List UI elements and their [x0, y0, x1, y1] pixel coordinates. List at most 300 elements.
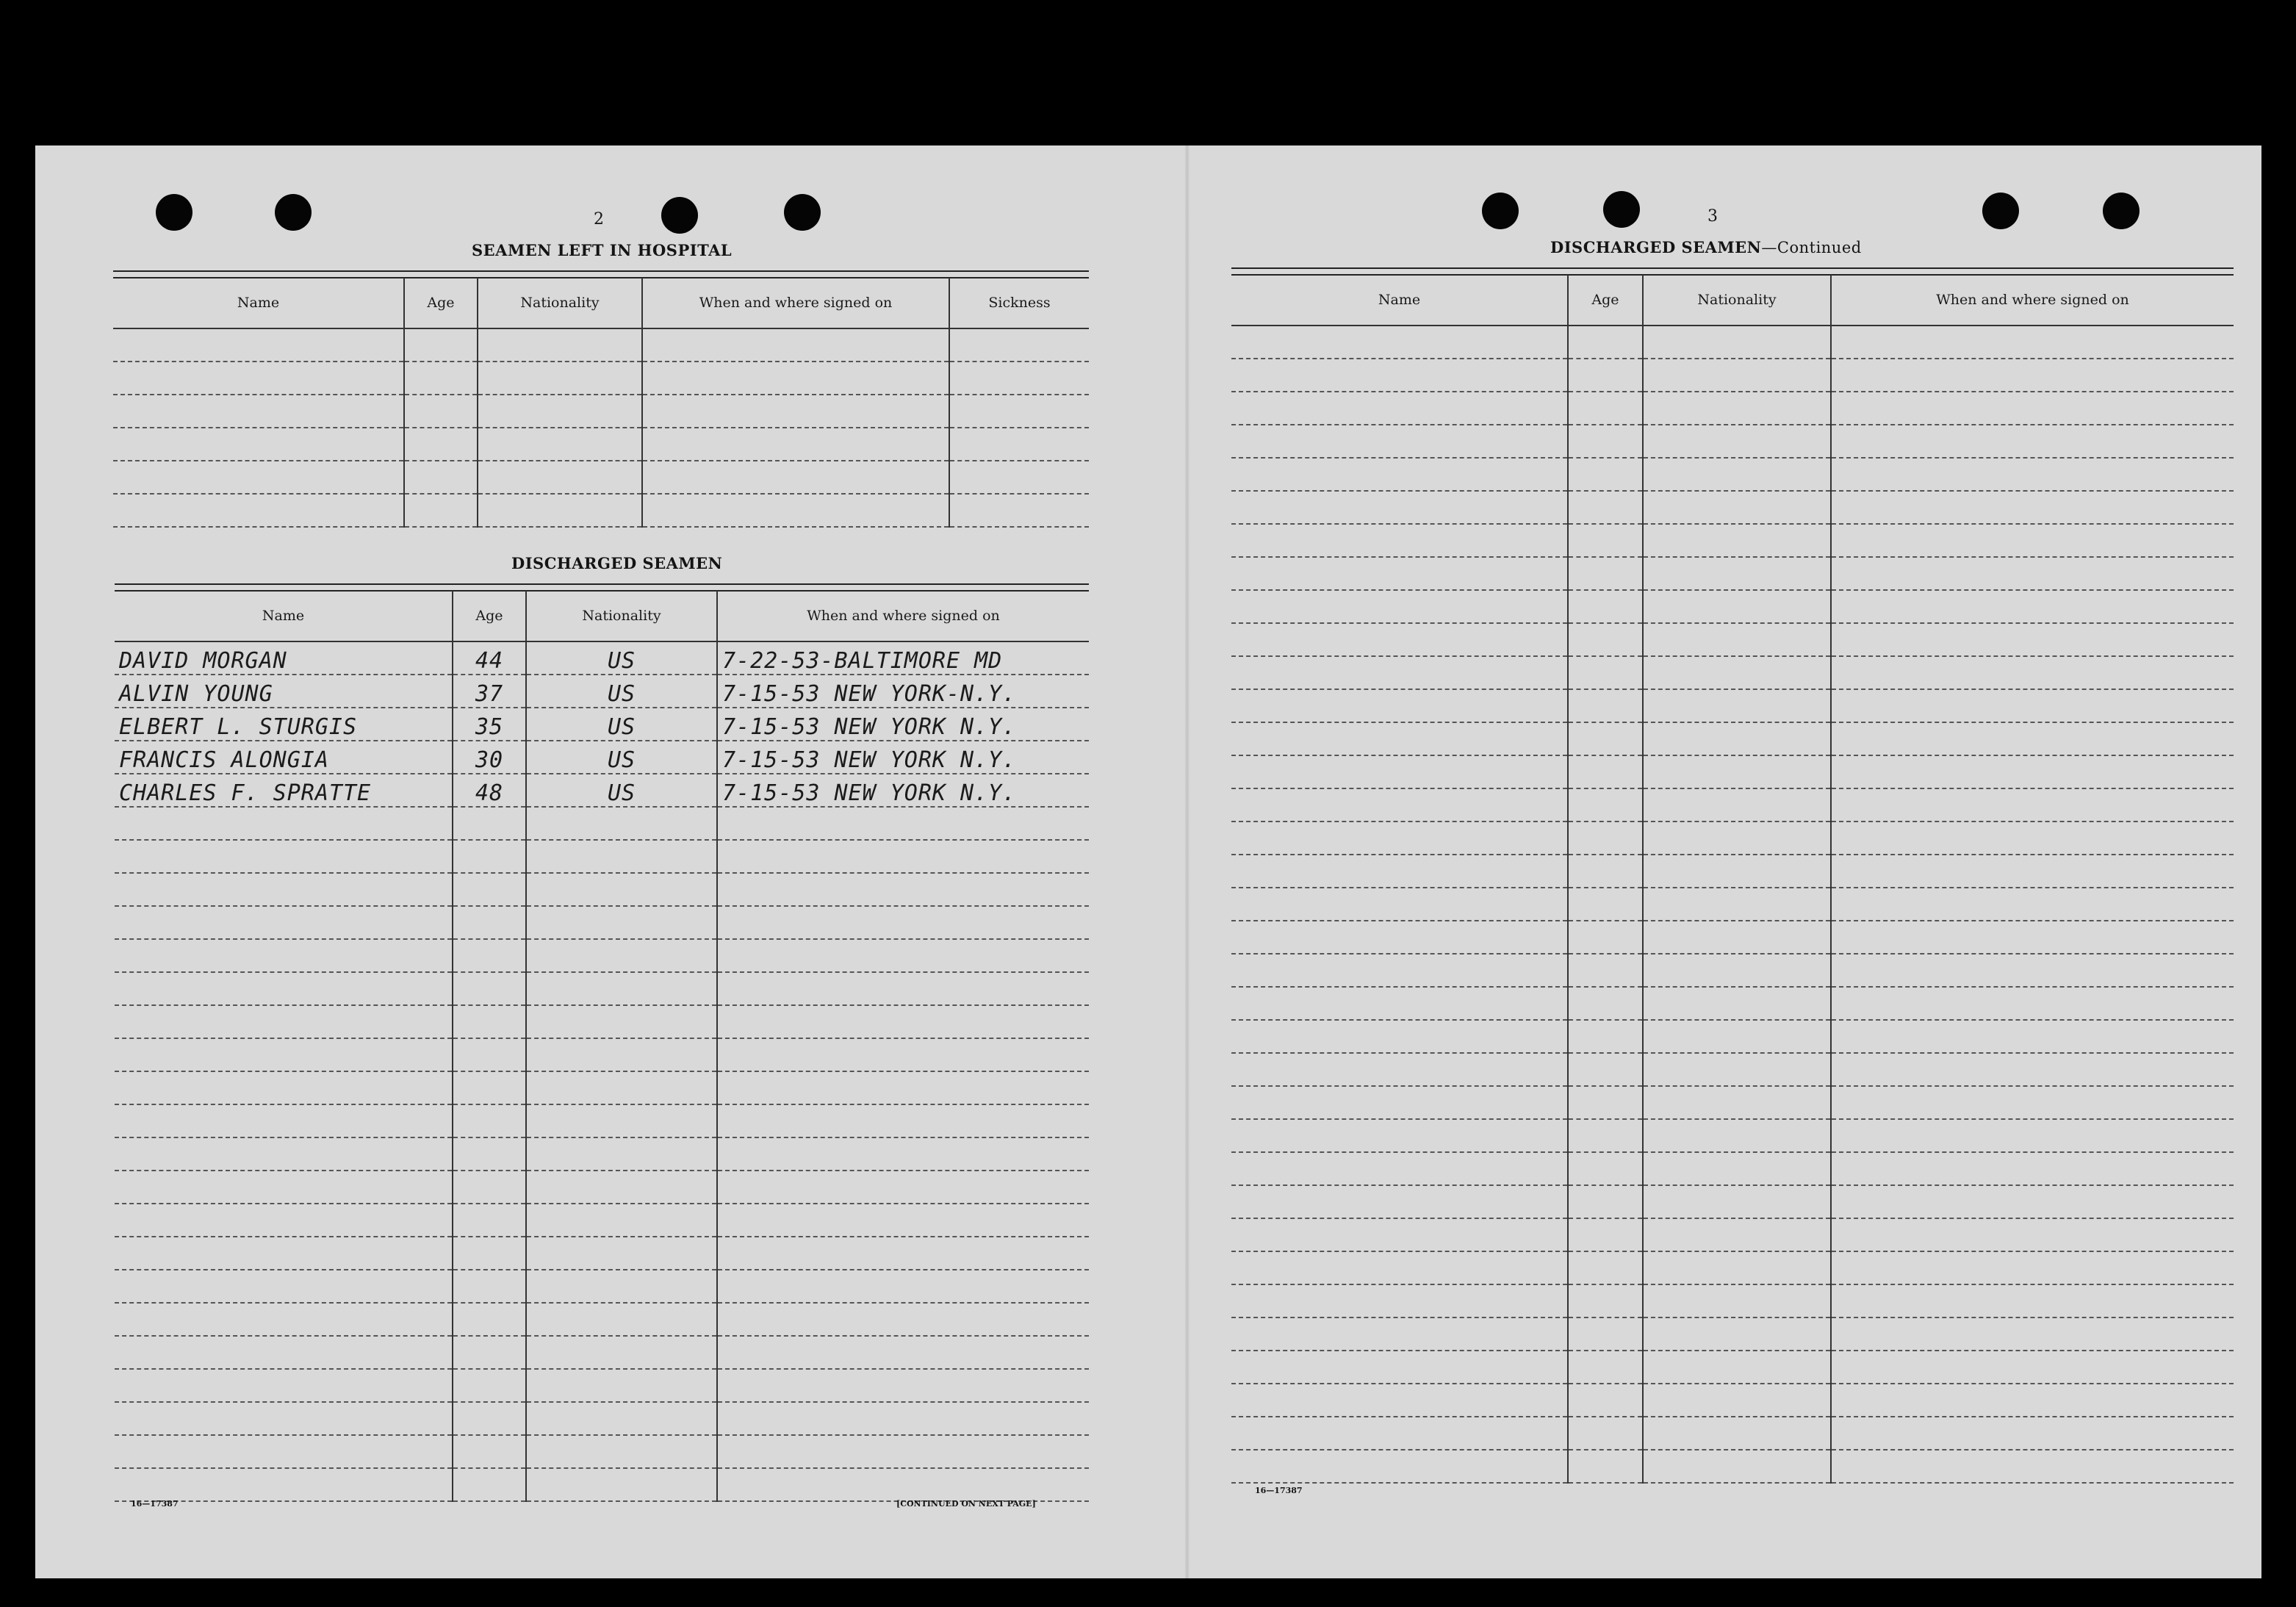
empty-cell [453, 1435, 526, 1468]
empty-cell [453, 939, 526, 972]
empty-cell [1831, 755, 2234, 788]
hospital-header-row [113, 278, 1089, 328]
punch-hole [2103, 193, 2140, 229]
continued-row [1231, 1284, 2234, 1317]
punch-hole [784, 194, 821, 231]
empty-cell [1643, 656, 1831, 689]
empty-cell [113, 362, 404, 395]
empty-cell [1568, 987, 1643, 1020]
continued-row [1231, 689, 2234, 722]
empty-cell [453, 1204, 526, 1237]
empty-cell [115, 1005, 453, 1038]
discharged-row [115, 807, 1089, 840]
empty-cell [1831, 987, 2234, 1020]
empty-cell [113, 428, 404, 461]
continued-row [1231, 623, 2234, 656]
empty-cell [115, 873, 453, 906]
empty-cell [1831, 1119, 2234, 1152]
empty-cell [453, 1468, 526, 1501]
cell-name: CHARLES F. SPRATTE [115, 774, 453, 807]
empty-cell [717, 873, 1089, 906]
empty-cell [1831, 557, 2234, 590]
cell-age: 48 [453, 774, 526, 807]
empty-cell [717, 1303, 1089, 1336]
empty-cell [1568, 623, 1643, 656]
empty-cell [1643, 1351, 1831, 1384]
empty-cell [453, 840, 526, 873]
continued-section-title [1550, 238, 1862, 256]
empty-cell [1831, 623, 2234, 656]
empty-cell [453, 1104, 526, 1137]
empty-cell [1643, 689, 1831, 722]
empty-cell [1831, 1384, 2234, 1417]
empty-cell [478, 328, 642, 362]
empty-cell [1643, 1053, 1831, 1086]
empty-cell [113, 395, 404, 428]
continued-note: [CONTINUED ON NEXT PAGE] [896, 1499, 1036, 1509]
empty-cell [1231, 425, 1568, 458]
empty-cell [1643, 855, 1831, 888]
empty-cell [1231, 656, 1568, 689]
continued-row [1231, 392, 2234, 425]
empty-cell [949, 328, 1089, 362]
empty-cell [1831, 1450, 2234, 1483]
continued-row [1231, 921, 2234, 954]
empty-cell [115, 1369, 453, 1402]
empty-cell [1568, 822, 1643, 855]
empty-cell [1568, 722, 1643, 755]
continued-table [1231, 275, 2234, 1484]
empty-cell [717, 1468, 1089, 1501]
empty-cell [1831, 590, 2234, 623]
empty-cell [1643, 1185, 1831, 1218]
empty-cell [115, 840, 453, 873]
discharged-row [115, 972, 1089, 1005]
empty-cell [1231, 722, 1568, 755]
empty-cell [404, 428, 478, 461]
empty-cell [526, 1137, 717, 1171]
empty-cell [1831, 1086, 2234, 1119]
empty-cell [717, 906, 1089, 939]
empty-cell [526, 1071, 717, 1104]
empty-cell [453, 1369, 526, 1402]
continued-row [1231, 1251, 2234, 1284]
empty-cell [1831, 1053, 2234, 1086]
empty-cell [1231, 888, 1568, 921]
empty-cell [1643, 987, 1831, 1020]
empty-cell [1568, 1384, 1643, 1417]
empty-cell [1643, 458, 1831, 491]
empty-cell [1643, 1384, 1831, 1417]
punch-hole [156, 194, 192, 231]
continued-row [1231, 755, 2234, 788]
empty-cell [1231, 458, 1568, 491]
empty-cell [1831, 491, 2234, 524]
empty-cell [1231, 1185, 1568, 1218]
empty-cell [1568, 1284, 1643, 1317]
hospital-row [113, 428, 1089, 461]
empty-cell [1643, 1317, 1831, 1351]
empty-cell [115, 1435, 453, 1468]
empty-cell [1231, 524, 1568, 557]
empty-cell [115, 1204, 453, 1237]
hospital-row [113, 362, 1089, 395]
empty-cell [717, 807, 1089, 840]
discharged-row [115, 774, 1089, 807]
hospital-header-age: Age [404, 278, 478, 328]
discharged-header-nationality: Nationality [526, 591, 717, 641]
empty-cell [1231, 1020, 1568, 1053]
empty-cell [717, 1071, 1089, 1104]
hospital-row [113, 328, 1089, 362]
empty-cell [526, 1005, 717, 1038]
empty-cell [1643, 557, 1831, 590]
empty-cell [717, 1005, 1089, 1038]
continued-row [1231, 326, 2234, 359]
punch-hole [275, 194, 312, 231]
discharged-row [115, 1171, 1089, 1204]
empty-cell [1831, 458, 2234, 491]
empty-cell [404, 494, 478, 527]
empty-cell [453, 1137, 526, 1171]
empty-cell [115, 1336, 453, 1369]
continued-row [1231, 1417, 2234, 1450]
empty-cell [1231, 1251, 1568, 1284]
empty-cell [453, 1237, 526, 1270]
continued-row [1231, 888, 2234, 921]
empty-cell [1643, 1086, 1831, 1119]
empty-cell [1643, 1417, 1831, 1450]
discharged-header-age: Age [453, 591, 526, 641]
hospital-row [113, 494, 1089, 527]
empty-cell [1831, 921, 2234, 954]
empty-cell [1643, 755, 1831, 788]
hospital-row [113, 461, 1089, 494]
discharged-row [115, 1137, 1089, 1171]
empty-cell [115, 1137, 453, 1171]
continued-row [1231, 524, 2234, 557]
empty-cell [1231, 359, 1568, 392]
empty-cell [113, 494, 404, 527]
empty-cell [1231, 855, 1568, 888]
empty-cell [1831, 425, 2234, 458]
empty-cell [1231, 954, 1568, 987]
empty-cell [717, 1171, 1089, 1204]
continued-header-signed: When and where signed on [1831, 275, 2234, 326]
empty-cell [478, 461, 642, 494]
empty-cell [1568, 788, 1643, 822]
empty-cell [717, 1104, 1089, 1137]
punch-hole [661, 197, 698, 234]
empty-cell [115, 807, 453, 840]
empty-cell [1568, 392, 1643, 425]
empty-cell [1231, 987, 1568, 1020]
empty-cell [453, 1336, 526, 1369]
empty-cell [1831, 1218, 2234, 1251]
empty-cell [1643, 722, 1831, 755]
page-number-right: 3 [1707, 207, 1718, 226]
continued-row [1231, 1020, 2234, 1053]
empty-cell [1831, 822, 2234, 855]
empty-cell [1231, 392, 1568, 425]
cell-signed: 7-15-53 NEW YORK N.Y. [717, 708, 1089, 741]
empty-cell [1231, 1218, 1568, 1251]
continued-row [1231, 458, 2234, 491]
empty-cell [1643, 1284, 1831, 1317]
continued-row [1231, 359, 2234, 392]
empty-cell [1231, 788, 1568, 822]
discharged-header-name: Name [115, 591, 453, 641]
empty-cell [1568, 1119, 1643, 1152]
empty-cell [115, 1303, 453, 1336]
discharged-row [115, 1038, 1089, 1071]
discharged-row [115, 1402, 1089, 1435]
empty-cell [526, 939, 717, 972]
empty-cell [642, 362, 949, 395]
empty-cell [453, 807, 526, 840]
empty-cell [526, 1204, 717, 1237]
empty-cell [1831, 1417, 2234, 1450]
empty-cell [526, 1237, 717, 1270]
empty-cell [1643, 491, 1831, 524]
continued-row [1231, 1384, 2234, 1417]
empty-cell [453, 1038, 526, 1071]
empty-cell [526, 1303, 717, 1336]
empty-cell [717, 1038, 1089, 1071]
discharged-header-signed: When and where signed on [717, 591, 1089, 641]
empty-cell [1568, 1020, 1643, 1053]
empty-cell [453, 1303, 526, 1336]
empty-cell [1831, 722, 2234, 755]
continued-row [1231, 1086, 2234, 1119]
hospital-table [113, 278, 1089, 528]
form-number-right: 16—17387 [1255, 1486, 1303, 1495]
discharged-row [115, 1237, 1089, 1270]
document-sheet [35, 145, 2261, 1578]
empty-cell [949, 395, 1089, 428]
empty-cell [526, 972, 717, 1005]
cell-signed: 7-22-53-BALTIMORE MD [717, 641, 1089, 675]
discharged-row [115, 675, 1089, 708]
hospital-header-name: Name [113, 278, 404, 328]
empty-cell [1568, 755, 1643, 788]
continued-row [1231, 722, 2234, 755]
empty-cell [1231, 1152, 1568, 1185]
empty-cell [1568, 458, 1643, 491]
empty-cell [115, 1402, 453, 1435]
continued-row [1231, 590, 2234, 623]
discharged-row [115, 939, 1089, 972]
empty-cell [1568, 855, 1643, 888]
discharged-row [115, 1104, 1089, 1137]
empty-cell [1643, 590, 1831, 623]
empty-cell [115, 906, 453, 939]
empty-cell [1831, 359, 2234, 392]
empty-cell [404, 395, 478, 428]
empty-cell [478, 494, 642, 527]
discharged-row [115, 1303, 1089, 1336]
empty-cell [1231, 557, 1568, 590]
empty-cell [526, 1336, 717, 1369]
empty-cell [526, 1171, 717, 1204]
empty-cell [717, 1270, 1089, 1303]
empty-cell [526, 906, 717, 939]
empty-cell [1231, 1384, 1568, 1417]
empty-cell [949, 428, 1089, 461]
empty-cell [1568, 524, 1643, 557]
empty-cell [717, 1137, 1089, 1171]
discharged-row [115, 873, 1089, 906]
empty-cell [717, 939, 1089, 972]
empty-cell [478, 362, 642, 395]
empty-cell [526, 1270, 717, 1303]
empty-cell [113, 328, 404, 362]
cell-name: DAVID MORGAN [115, 641, 453, 675]
empty-cell [1643, 425, 1831, 458]
empty-cell [115, 972, 453, 1005]
empty-cell [115, 1171, 453, 1204]
cell-signed: 7-15-53 NEW YORK N.Y. [717, 774, 1089, 807]
empty-cell [1643, 1020, 1831, 1053]
empty-cell [115, 939, 453, 972]
empty-cell [1231, 491, 1568, 524]
continued-row [1231, 1119, 2234, 1152]
empty-cell [717, 972, 1089, 1005]
empty-cell [1568, 1185, 1643, 1218]
empty-cell [526, 1104, 717, 1137]
empty-cell [1231, 822, 1568, 855]
empty-cell [453, 972, 526, 1005]
empty-cell [1568, 1351, 1643, 1384]
empty-cell [1831, 1251, 2234, 1284]
empty-cell [1643, 359, 1831, 392]
empty-cell [717, 1369, 1089, 1402]
cell-nationality: US [526, 641, 717, 675]
discharged-row [115, 906, 1089, 939]
empty-cell [1231, 1417, 1568, 1450]
cell-nationality: US [526, 675, 717, 708]
continued-row [1231, 1185, 2234, 1218]
empty-cell [642, 494, 949, 527]
empty-cell [1231, 1284, 1568, 1317]
continued-title-main: DISCHARGED SEAMEN [1550, 238, 1762, 256]
empty-cell [1831, 1284, 2234, 1317]
cell-signed: 7-15-53 NEW YORK-N.Y. [717, 675, 1089, 708]
empty-cell [1568, 326, 1643, 359]
continued-row [1231, 491, 2234, 524]
discharged-row [115, 641, 1089, 675]
empty-cell [1568, 1450, 1643, 1483]
empty-cell [642, 328, 949, 362]
empty-cell [1568, 1251, 1643, 1284]
empty-cell [453, 1402, 526, 1435]
hospital-header-signed: When and where signed on [642, 278, 949, 328]
empty-cell [1231, 689, 1568, 722]
empty-cell [526, 1435, 717, 1468]
empty-cell [642, 461, 949, 494]
hospital-header-nationality: Nationality [478, 278, 642, 328]
discharged-row [115, 1468, 1089, 1501]
discharged-row [115, 741, 1089, 774]
continued-row [1231, 1218, 2234, 1251]
cell-age: 44 [453, 641, 526, 675]
empty-cell [113, 461, 404, 494]
empty-cell [1231, 1351, 1568, 1384]
empty-cell [1568, 888, 1643, 921]
empty-cell [1831, 656, 2234, 689]
empty-cell [404, 362, 478, 395]
continued-row [1231, 987, 2234, 1020]
empty-cell [1831, 1351, 2234, 1384]
continued-header-row [1231, 275, 2234, 326]
empty-cell [115, 1237, 453, 1270]
empty-cell [1568, 1317, 1643, 1351]
empty-cell [1643, 1218, 1831, 1251]
continued-header-nationality: Nationality [1643, 275, 1831, 326]
cell-signed: 7-15-53 NEW YORK N.Y. [717, 741, 1089, 774]
empty-cell [1231, 326, 1568, 359]
empty-cell [526, 873, 717, 906]
continued-row [1231, 1450, 2234, 1483]
hospital-row [113, 395, 1089, 428]
empty-cell [1568, 1218, 1643, 1251]
empty-cell [1643, 392, 1831, 425]
empty-cell [1831, 1020, 2234, 1053]
empty-cell [717, 1435, 1089, 1468]
continued-row [1231, 1351, 2234, 1384]
empty-cell [115, 1270, 453, 1303]
empty-cell [526, 1468, 717, 1501]
empty-cell [1643, 954, 1831, 987]
empty-cell [1643, 1152, 1831, 1185]
empty-cell [404, 461, 478, 494]
hospital-section-title: SEAMEN LEFT IN HOSPITAL [472, 241, 733, 259]
empty-cell [1643, 921, 1831, 954]
discharged-header-row [115, 591, 1089, 641]
continued-row [1231, 788, 2234, 822]
empty-cell [1831, 689, 2234, 722]
discharged-section-title: DISCHARGED SEAMEN [511, 554, 723, 572]
empty-cell [949, 494, 1089, 527]
empty-cell [642, 428, 949, 461]
empty-cell [1231, 1053, 1568, 1086]
empty-cell [1643, 788, 1831, 822]
empty-cell [526, 1402, 717, 1435]
form-number-left: 16—17387 [131, 1499, 179, 1509]
empty-cell [1643, 1119, 1831, 1152]
continued-row [1231, 1152, 2234, 1185]
empty-cell [526, 1369, 717, 1402]
empty-cell [1643, 1450, 1831, 1483]
empty-cell [717, 1402, 1089, 1435]
empty-cell [1568, 689, 1643, 722]
empty-cell [1568, 557, 1643, 590]
continued-row [1231, 1053, 2234, 1086]
empty-cell [1831, 1317, 2234, 1351]
empty-cell [1831, 524, 2234, 557]
discharged-row [115, 1270, 1089, 1303]
cell-nationality: US [526, 708, 717, 741]
empty-cell [1568, 425, 1643, 458]
empty-cell [404, 328, 478, 362]
continued-header-age: Age [1568, 275, 1643, 326]
empty-cell [1568, 359, 1643, 392]
continued-row [1231, 855, 2234, 888]
empty-cell [1643, 1251, 1831, 1284]
empty-cell [1568, 1417, 1643, 1450]
cell-name: FRANCIS ALONGIA [115, 741, 453, 774]
empty-cell [478, 428, 642, 461]
